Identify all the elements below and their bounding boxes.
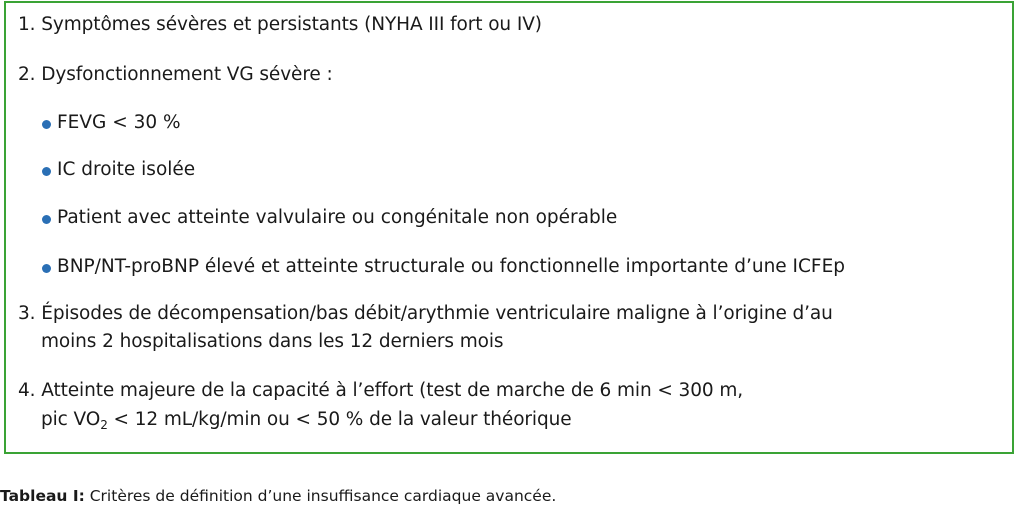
bullet-dot-icon (42, 120, 51, 129)
bullet-text: BNP/NT-proBNP élevé et atteinte structurale ou fonctionnelle importante d’une ICFEp (57, 256, 846, 277)
bullet-item-1 (42, 111, 181, 135)
caption-text: Critères de définition d’une insuffisance cardiaque avancée. (84, 487, 557, 505)
criterion-4-text-pre: pic VO (41, 409, 101, 430)
bullet-dot-icon (42, 215, 51, 224)
criterion-3-line-2: moins 2 hospitalisations dans les 12 derniers mois (41, 331, 504, 352)
criterion-4-line-2 (41, 408, 572, 432)
bullet-text: IC droite isolée (57, 159, 196, 180)
bullet-dot-icon (42, 264, 51, 273)
criterion-4-subscript: 2 (100, 418, 108, 432)
bullet-text: Patient avec atteinte valvulaire ou congénitale non opérable (57, 207, 618, 228)
caption-label: Tableau I: (0, 487, 85, 505)
bullet-item-3 (42, 206, 617, 230)
criterion-2: 2. Dysfonctionnement VG sévère : (18, 64, 333, 85)
table-caption (0, 486, 556, 506)
criterion-3-line-1: 3. Épisodes de décompensation/bas débit/arythmie ventriculaire maligne à l’origine d’au (18, 303, 833, 324)
bullet-text: FEVG < 30 % (57, 112, 181, 133)
criterion-4-line-1: 4. Atteinte majeure de la capacité à l’effort (test de marche de 6 min < 300 m, (18, 380, 744, 401)
criterion-4-text-post: < 12 mL/kg/min ou < 50 % de la valeur théorique (107, 409, 572, 430)
bullet-item-2 (42, 158, 195, 182)
bullet-item-4 (42, 255, 845, 279)
bullet-dot-icon (42, 167, 51, 176)
criterion-1: 1. Symptômes sévères et persistants (NYHA III fort ou IV) (18, 14, 542, 35)
